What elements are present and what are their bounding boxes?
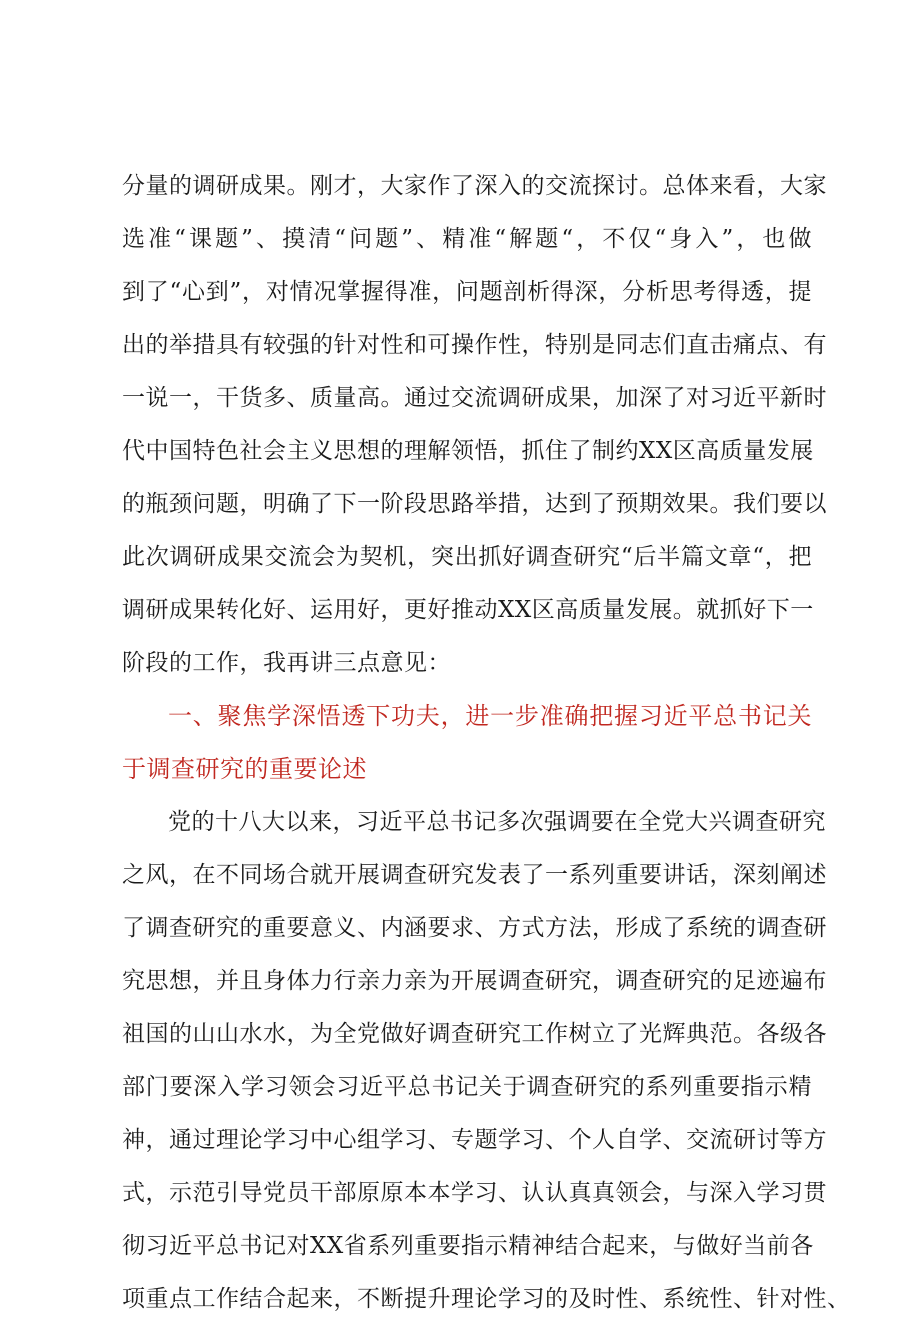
text-line: 项重点工作结合起来，不断提升理论学习的及时性、系统性、针对性、: [122, 1286, 851, 1312]
text-line: 选准“课题”、摸清“问题”、精准“解题“，不仅“身入”，也做: [122, 226, 812, 252]
text-line: 此次调研成果交流会为契机，突出抓好调查研究“后半篇文章“，把: [122, 544, 812, 570]
text-line: 代中国特色社会主义思想的理解领悟，抓住了制约XX区高质量发展: [122, 438, 814, 464]
text-line: 部门要深入学习领会习近平总书记关于调查研究的系列重要指示精: [122, 1074, 812, 1100]
heading-line: 一、聚焦学深悟透下功夫，进一步准确把握习近平总书记关: [168, 702, 812, 730]
heading-line: 于调查研究的重要论述: [122, 755, 367, 783]
text-line: 阶段的工作，我再讲三点意见：: [122, 650, 451, 676]
text-line: 之风，在不同场合就开展调查研究发表了一系列重要讲话，深刻阐述: [122, 862, 827, 888]
text-line: 神，通过理论学习中心组学习、专题学习、个人自学、交流研讨等方: [122, 1127, 827, 1153]
text-line: 了调查研究的重要意义、内涵要求、方式方法，形成了系统的调查研: [122, 915, 827, 941]
text-line: 到了“心到”，对情况掌握得准，问题剖析得深，分析思考得透，提: [122, 279, 812, 305]
text-line: 式，示范引导党员干部原原本本学习、认认真真领会，与深入学习贯: [122, 1180, 827, 1206]
paragraph-intro: [122, 160, 827, 690]
text-line: 调研成果转化好、运用好，更好推动XX区高质量发展。就抓好下一: [122, 597, 814, 623]
text-line: 的瓶颈问题，明确了下一阶段思路举措，达到了预期效果。我们要以: [122, 491, 827, 517]
text-line: 祖国的山山水水，为全党做好调查研究工作树立了光辉典范。各级各: [122, 1021, 827, 1047]
text-line: 彻习近平总书记对XX省系列重要指示精神结合起来，与做好当前各: [122, 1233, 814, 1259]
text-line: 一说一，干货多、质量高。通过交流调研成果，加深了对习近平新时: [122, 385, 827, 411]
text-line: 分量的调研成果。刚才，大家作了深入的交流探讨。总体来看，大家: [122, 173, 827, 199]
document-body: [122, 160, 851, 1326]
text-line: 党的十八大以来，习近平总书记多次强调要在全党大兴调查研究: [168, 809, 826, 835]
text-line: 究思想，并且身体力行亲力亲为开展调查研究，调查研究的足迹遍布: [122, 968, 827, 994]
paragraph-section-1: [122, 796, 851, 1326]
section-heading-1: [122, 690, 812, 796]
text-line: 出的举措具有较强的针对性和可操作性，特别是同志们直击痛点、有: [122, 332, 827, 358]
